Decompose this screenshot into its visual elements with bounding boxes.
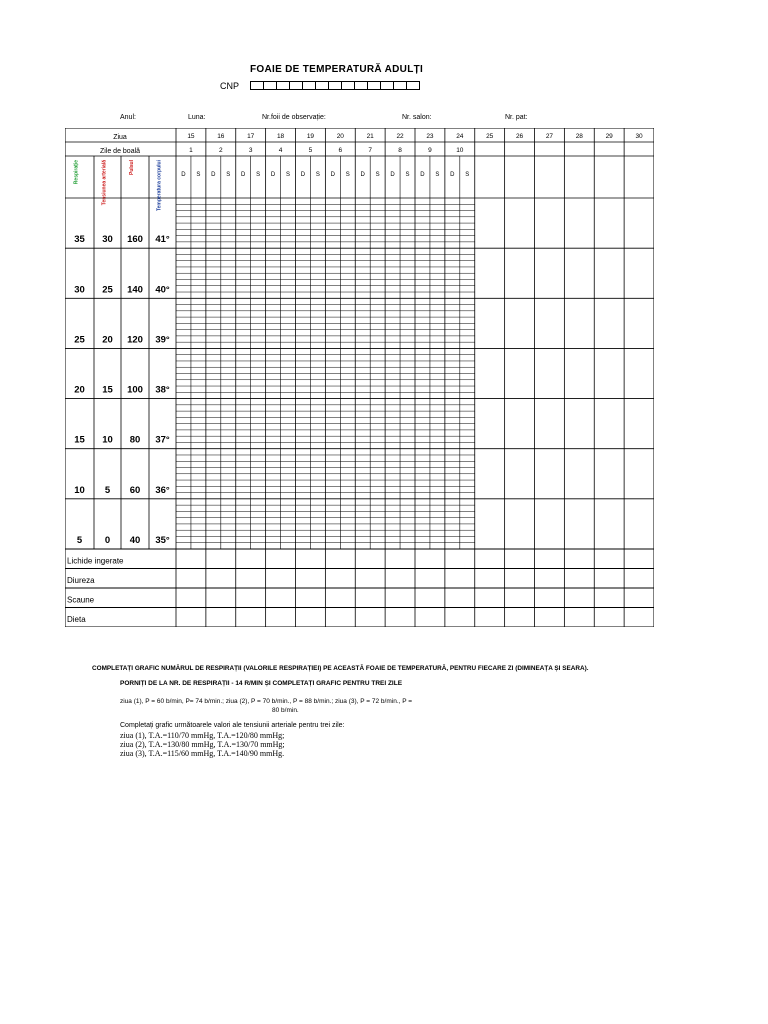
scale-value: 120 — [127, 334, 143, 346]
scale-value: 160 — [127, 234, 143, 246]
scale-value: 60 — [129, 484, 141, 496]
scale-value: 20 — [74, 384, 85, 396]
scale-value: 10 — [102, 434, 113, 446]
scale-value: 40° — [155, 284, 170, 296]
day-number-17: 17 — [247, 133, 255, 140]
scale-value: 40 — [129, 535, 141, 546]
sick-day-4: 4 — [278, 147, 283, 154]
sick-day-5: 5 — [308, 147, 313, 154]
sick-day-6: 6 — [338, 147, 343, 154]
scale-value: 25 — [74, 334, 85, 346]
evening-mark: S — [196, 172, 201, 178]
day-number-28: 28 — [575, 133, 583, 140]
morning-mark: D — [330, 172, 336, 178]
cnp-digit-box[interactable] — [367, 81, 381, 90]
day-number-19: 19 — [306, 133, 315, 140]
instruction-line-1: COMPLETAȚI GRAFIC NUMĂRUL DE RESPIRAȚII (VALORILE RESPIRAȚIEI) PE ACEASTĂ FOAIE DE TEMPERATURĂ, PENTRU FIECARE ZI (DIMINEAȚA ȘI SEARA). — [92, 665, 589, 672]
param-header-0: Respirație — [73, 160, 80, 185]
morning-mark: D — [360, 172, 365, 178]
evening-mark: S — [375, 172, 380, 178]
scale-value: 5 — [104, 484, 111, 496]
evening-mark: S — [256, 172, 261, 178]
instruction-line-2: PORNIȚI DE LA NR. DE RESPIRAȚII - 14 R/MIN ȘI COMPLETAȚI GRAFIC PENTRU TREI ZILE — [120, 680, 403, 687]
cnp-digit-box[interactable] — [380, 81, 394, 90]
scale-value: 5 — [76, 535, 83, 546]
day-number-25: 25 — [486, 133, 494, 140]
bottom-row-label-0: Lichide ingerate — [67, 556, 124, 566]
bottom-row-label-2: Scaune — [67, 595, 95, 605]
cnp-digit-box[interactable] — [250, 81, 264, 90]
day-number-18: 18 — [276, 133, 285, 140]
temperature-chart-grid — [65, 128, 654, 627]
sick-day-3: 3 — [248, 147, 253, 154]
bottom-row-label-1: Diureza — [67, 576, 95, 585]
day-number-24: 24 — [456, 133, 464, 140]
morning-mark: D — [450, 172, 455, 178]
scale-value: 36° — [155, 484, 170, 496]
scale-value: 80 — [129, 434, 141, 446]
cnp-digit-box[interactable] — [328, 81, 342, 90]
param-header-2: Pulsul — [129, 160, 135, 176]
sick-days-label: Zile de boală — [99, 148, 141, 155]
evening-mark: S — [435, 172, 440, 178]
day-number-23: 23 — [426, 133, 434, 140]
scale-value: 35° — [155, 535, 170, 546]
blood-pressure-values — [120, 731, 285, 758]
day-number-30: 30 — [635, 133, 643, 140]
morning-mark: D — [300, 172, 306, 178]
scale-value: 35 — [74, 234, 85, 246]
day-number-21: 21 — [366, 133, 374, 140]
cnp-digit-box[interactable] — [276, 81, 290, 90]
cnp-input-boxes[interactable] — [250, 81, 419, 89]
scale-value: 38° — [155, 384, 170, 396]
room-label: Nr. salon: — [402, 114, 432, 121]
sick-day-7: 7 — [368, 147, 372, 154]
scale-value: 39° — [155, 334, 170, 346]
scale-value: 100 — [127, 384, 143, 396]
sick-day-10: 10 — [456, 147, 464, 154]
scale-value: 30 — [74, 284, 85, 296]
morning-mark: D — [241, 172, 246, 178]
day-number-20: 20 — [336, 133, 344, 140]
morning-mark: D — [181, 172, 186, 178]
evening-mark: S — [345, 172, 350, 178]
evening-mark: S — [315, 172, 320, 178]
day-number-29: 29 — [605, 133, 613, 140]
cnp-digit-box[interactable] — [302, 81, 316, 90]
scale-value: 0 — [104, 535, 111, 546]
bp-day-2: ziua (2), T.A.=130/80 mmHg, T.A.=130/70 mmHg; — [120, 740, 285, 749]
evening-mark: S — [286, 172, 291, 178]
morning-mark: D — [211, 172, 216, 178]
bottom-row-label-3: Dieta — [67, 615, 86, 624]
cnp-digit-box[interactable] — [393, 81, 407, 90]
scale-value: 10 — [74, 484, 85, 496]
cnp-digit-box[interactable] — [406, 81, 420, 90]
param-header-3: Temperatura corpului — [156, 160, 163, 212]
instruction-line-4: 80 b/min. — [272, 707, 299, 714]
morning-mark: D — [270, 172, 276, 178]
sick-day-9: 9 — [428, 147, 432, 154]
day-number-26: 26 — [515, 133, 524, 140]
evening-mark: S — [405, 172, 410, 178]
sick-day-8: 8 — [398, 147, 402, 154]
bed-label: Nr. pat: — [505, 114, 528, 121]
cnp-label: CNP — [220, 81, 240, 91]
sick-day-1: 1 — [189, 147, 193, 154]
scale-value: 30 — [102, 234, 113, 246]
sheet-title: FOAIE DE TEMPERATURĂ ADULȚI — [250, 64, 424, 75]
day-number-15: 15 — [187, 133, 195, 140]
day-label: Ziua — [113, 134, 127, 141]
day-number-27: 27 — [545, 133, 554, 140]
evening-mark: S — [465, 172, 470, 178]
day-number-16: 16 — [217, 133, 225, 140]
morning-mark: D — [390, 172, 395, 178]
bp-day-3: ziua (3), T.A.=115/60 mmHg, T.A.=140/90 mmHg. — [120, 749, 285, 758]
observation-sheet-label: Nr.foii de observație: — [262, 114, 326, 121]
scale-value: 25 — [102, 284, 113, 296]
year-label: Anul: — [120, 114, 136, 121]
scale-value: 140 — [127, 284, 143, 296]
bp-day-1: ziua (1), T.A.=110/70 mmHg, T.A.=120/80 mmHg; — [120, 731, 285, 740]
scale-value: 20 — [102, 334, 113, 346]
scale-value: 37° — [155, 434, 170, 446]
param-header-1: Tensiunea arterială — [101, 160, 108, 206]
sick-day-2: 2 — [219, 147, 223, 154]
instruction-line-3: ziua (1), P = 60 b/min, P= 74 b/min.; ziua (2), P = 70 b/min., P = 88 b/min.; ziua (3), P = 72 b/min., P = — [120, 698, 413, 705]
scale-value: 41° — [155, 234, 170, 246]
instruction-line-5: Completați grafic următoarele valori ale tensiunii arteriale pentru trei zile: — [120, 722, 345, 729]
cnp-digit-box[interactable] — [289, 81, 303, 90]
cnp-digit-box[interactable] — [341, 81, 355, 90]
day-number-22: 22 — [396, 133, 404, 140]
cnp-digit-box[interactable] — [315, 81, 329, 90]
scale-value: 15 — [102, 384, 113, 396]
scale-value: 15 — [74, 434, 85, 446]
cnp-digit-box[interactable] — [263, 81, 277, 90]
morning-mark: D — [420, 172, 425, 178]
evening-mark: S — [226, 172, 231, 178]
cnp-digit-box[interactable] — [354, 81, 368, 90]
month-label: Luna: — [188, 114, 206, 121]
